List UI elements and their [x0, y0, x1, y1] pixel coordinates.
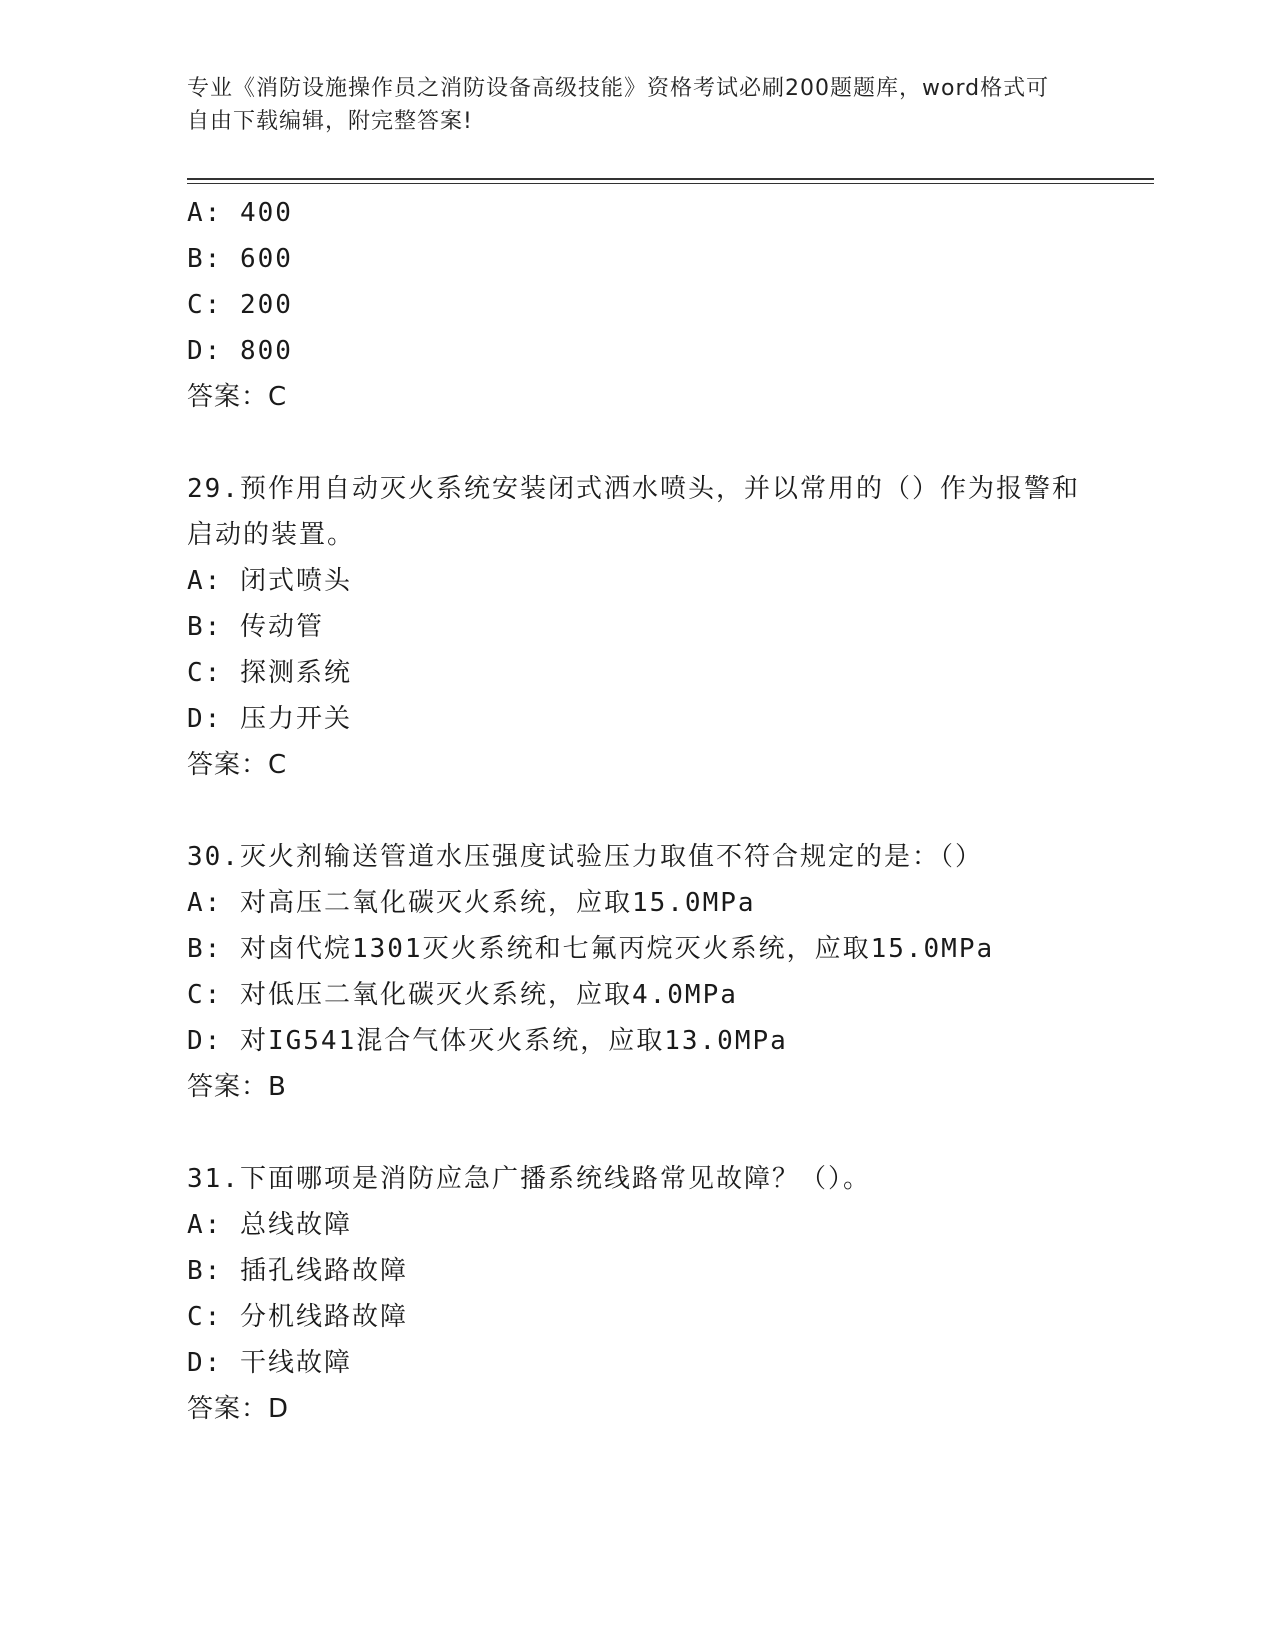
option-d: D: 干线故障 [187, 1348, 352, 1378]
spacer [187, 420, 1087, 466]
option-d: D: 800 [187, 336, 293, 366]
spacer [187, 1110, 1087, 1156]
question-30 [187, 834, 1087, 1110]
document-header: 专业《消防设施操作员之消防设备高级技能》资格考试必刷200题题库，word格式可自由下载编辑，附完整答案! [187, 76, 1050, 134]
option-b: B: 600 [187, 244, 293, 274]
header-divider-thin [187, 183, 1154, 184]
answer-line: 答案：D [187, 1394, 290, 1424]
option-b: B: 传动管 [187, 612, 324, 642]
answer-line: 答案：B [187, 1072, 287, 1102]
option-a: A: 400 [187, 198, 293, 228]
option-c: C: 200 [187, 290, 293, 320]
option-d: D: 对IG541混合气体灭火系统，应取13.0MPa [187, 1026, 788, 1056]
answer-line: 答案：C [187, 750, 288, 780]
option-c: C: 对低压二氧化碳灭火系统，应取4.0MPa [187, 980, 738, 1010]
option-a: A: 总线故障 [187, 1210, 352, 1240]
option-c: C: 分机线路故障 [187, 1302, 408, 1332]
header-divider-thick [187, 178, 1154, 180]
option-b: B: 插孔线路故障 [187, 1256, 408, 1286]
answer-line: 答案：C [187, 382, 288, 412]
question-text: 29.预作用自动灭火系统安装闭式洒水喷头，并以常用的（）作为报警和启动的装置。 [187, 474, 1080, 550]
option-c: C: 探测系统 [187, 658, 352, 688]
question-text: 31.下面哪项是消防应急广播系统线路常见故障？（）。 [187, 1164, 871, 1194]
spacer [187, 788, 1087, 834]
question-29 [187, 466, 1087, 788]
option-b: B: 对卤代烷1301灭火系统和七氟丙烷灭火系统，应取15.0MPa [187, 934, 995, 964]
question-text: 30.灭火剂输送管道水压强度试验压力取值不符合规定的是：（） [187, 842, 983, 872]
question-list [187, 190, 1087, 1432]
option-a: A: 闭式喷头 [187, 566, 352, 596]
question-31 [187, 1156, 1087, 1432]
option-d: D: 压力开关 [187, 704, 352, 734]
option-a: A: 对高压二氧化碳灭火系统，应取15.0MPa [187, 888, 756, 918]
prev-question-block [187, 190, 1087, 420]
